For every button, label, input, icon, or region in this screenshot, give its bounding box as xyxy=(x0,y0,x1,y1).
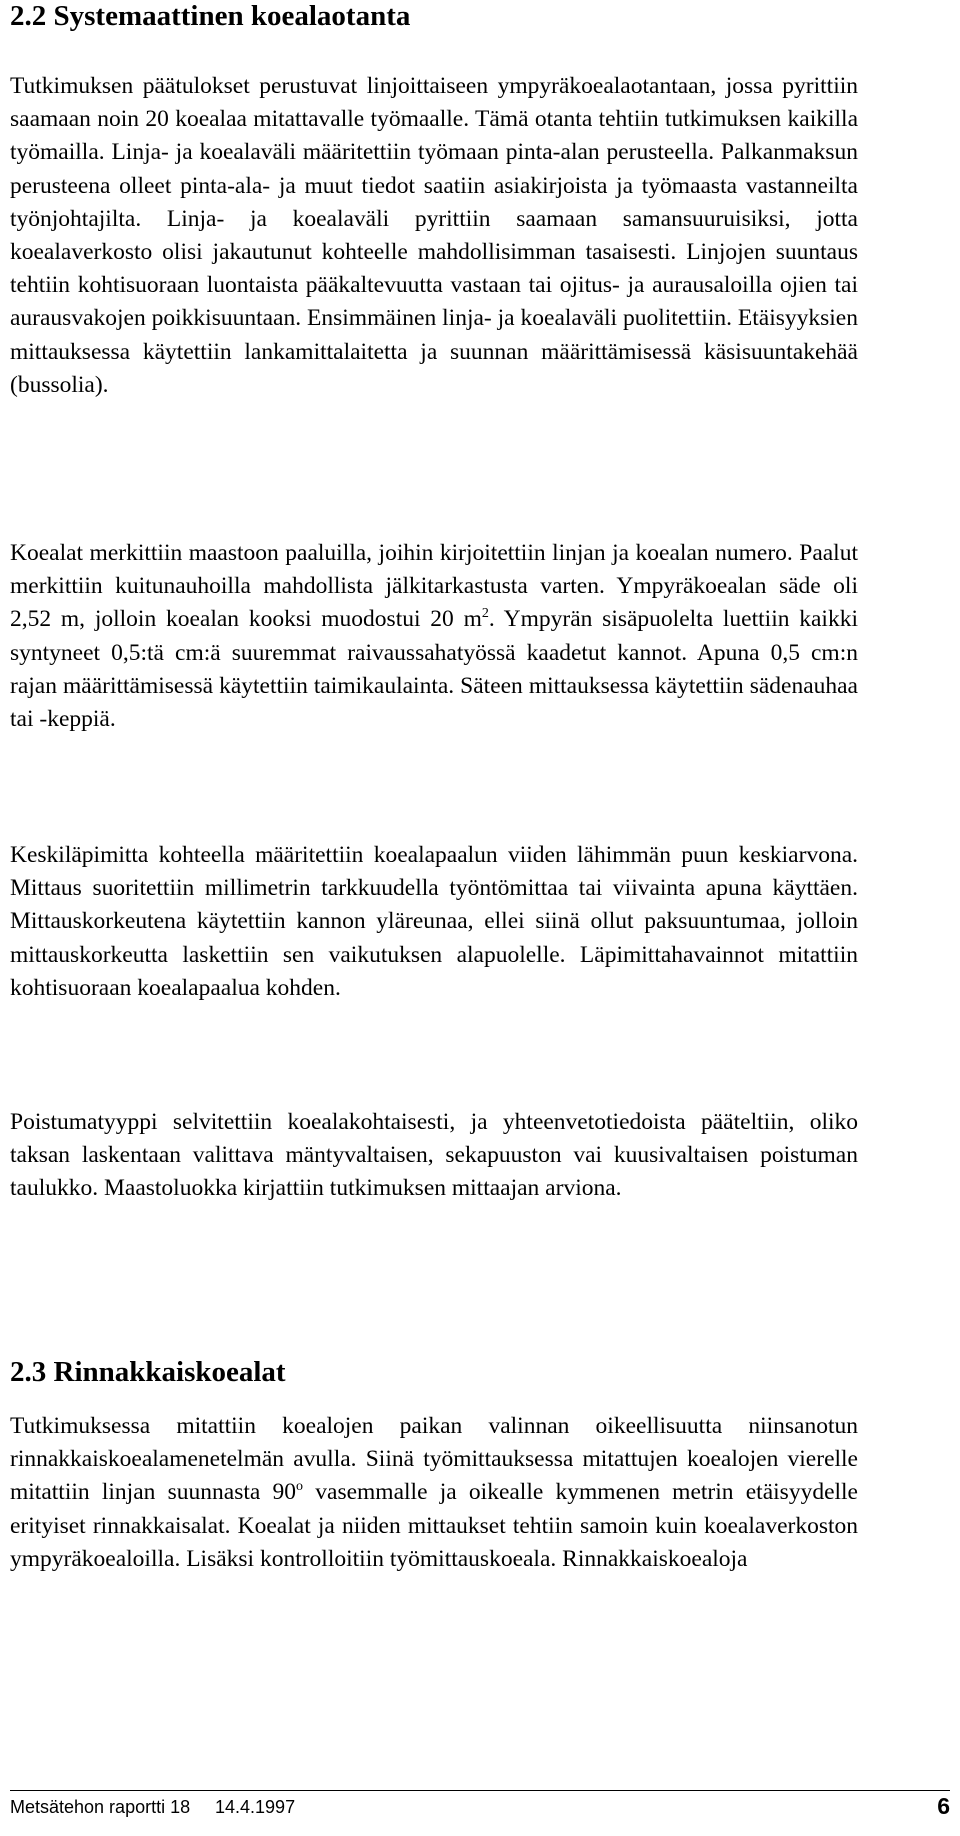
paragraph: Poistumatyyppi selvitettiin koealakohtaisesti, ja yhteenvetotiedoista pääteltiin, oliko taksan laskentaan valittava mäntyvaltaisen, sekapuuston vai kuusivaltaisen poistuman taulukko. Maastoluokka kirjattiin tutkimuksen mittaajan arviona. xyxy=(10,1109,858,1202)
superscript: o xyxy=(296,1479,304,1495)
page-number: 6 xyxy=(937,1793,950,1819)
superscript: 2 xyxy=(481,606,489,622)
page-footer xyxy=(10,1795,950,1825)
paragraph: Keskiläpimitta kohteella määritettiin koealapaalun viiden lähimmän puun keskiarvona. Mittaus suoritettiin millimetrin tarkkuudella työntömittaa tai viivainta apuna käyttäen. Mittauskorkeutena käytettiin kannon yläreunaa, ellei siinä ollut paksuuntumaa, jolloin mittauskorkeutta laskettiin sen vaikutuksen alapuolelle. Läpimittahavainnot mitattiin kohtisuoraan koealapaalua kohden. xyxy=(10,842,858,1001)
paragraph: Tutkimuksen päätulokset perustuvat linjoittaiseen ympyräkoealaotantaan, jossa pyrittiin saamaan noin 20 koealaa mitattavalle työmaalle. Tämä otanta tehtiin tutkimuksen kaikilla työmailla. Linja- ja koealaväli määritettiin työmaan pinta-alan perusteella. Palkanmaksun perusteena olleet pinta-ala- ja muut tiedot saatiin asiakirjoista ja työmaasta vastanneilta työnjohtajilta. Linja- ja koealaväli pyrittiin saamaan samansuuruisiksi, jotta koealaverkosto olisi jakautunut kohteelle mahdollisimman tasaisesti. Linjojen suuntaus tehtiin kohtisuoraan luontaista pääkaltevuutta vastaan tai ojitus- ja aurausaloilla ojien tai aurausvakojen poikkisuuntaan. Ensimmäinen linja- ja koealaväli puolitettiin. Etäisyyksien mittauksessa käytettiin lankamittalaitetta ja suunnan määrittämisessä käsisuuntakehää (bussolia). xyxy=(10,73,858,398)
paragraph-text: Tutkimuksessa mitattiin koealojen paikan valinnan oikeellisuutta niinsanotun rinnakkaiskoealamenetelmän avulla. Siinä työmittauksessa mitattujen koealojen vierelle mitattiin linjan suunnasta 90 xyxy=(10,1413,858,1506)
section-heading: 2.2 Systemaattinen koealaotanta xyxy=(10,0,411,32)
paragraph-text: vasemmalle ja oikealle kymmenen metrin etäisyydelle erityiset rinnakkaisalat. Koealat ja niiden mittaukset tehtiin samoin kuin koealaverkoston ympyräkoealoilla. Lisäksi kontrolloitiin työmittauskoeala. Rinnakkaiskoealoja xyxy=(10,1479,858,1572)
footer-divider xyxy=(10,1790,950,1791)
paragraph-text: Koealat merkittiin maastoon paaluilla, joihin kirjoitettiin linjan ja koealan numero. Paalut merkittiin kuitunauhoilla mahdollista jälkitarkastusta varten. Ympyräkoealan säde oli 2,52 m, jolloin koealan kooksi muodostui 20 m xyxy=(10,540,858,633)
footer-report-title: Metsätehon raportti 18 xyxy=(10,1797,191,1817)
section-heading: 2.3 Rinnakkaiskoealat xyxy=(10,1356,286,1388)
footer-date: 14.4.1997 xyxy=(215,1797,296,1817)
paragraph xyxy=(10,1410,858,1576)
paragraph-text: . Ympyrän sisäpuolelta luettiin kaikki syntyneet 0,5:tä cm:ä suuremmat raivaussahatyössä kaadetut kannot. Apuna 0,5 cm:n rajan määrittämisessä käytettiin taimikaulainta. Säteen mittauksessa käytettiin sädenauhaa tai -keppiä. xyxy=(10,606,858,733)
paragraph xyxy=(10,537,858,736)
